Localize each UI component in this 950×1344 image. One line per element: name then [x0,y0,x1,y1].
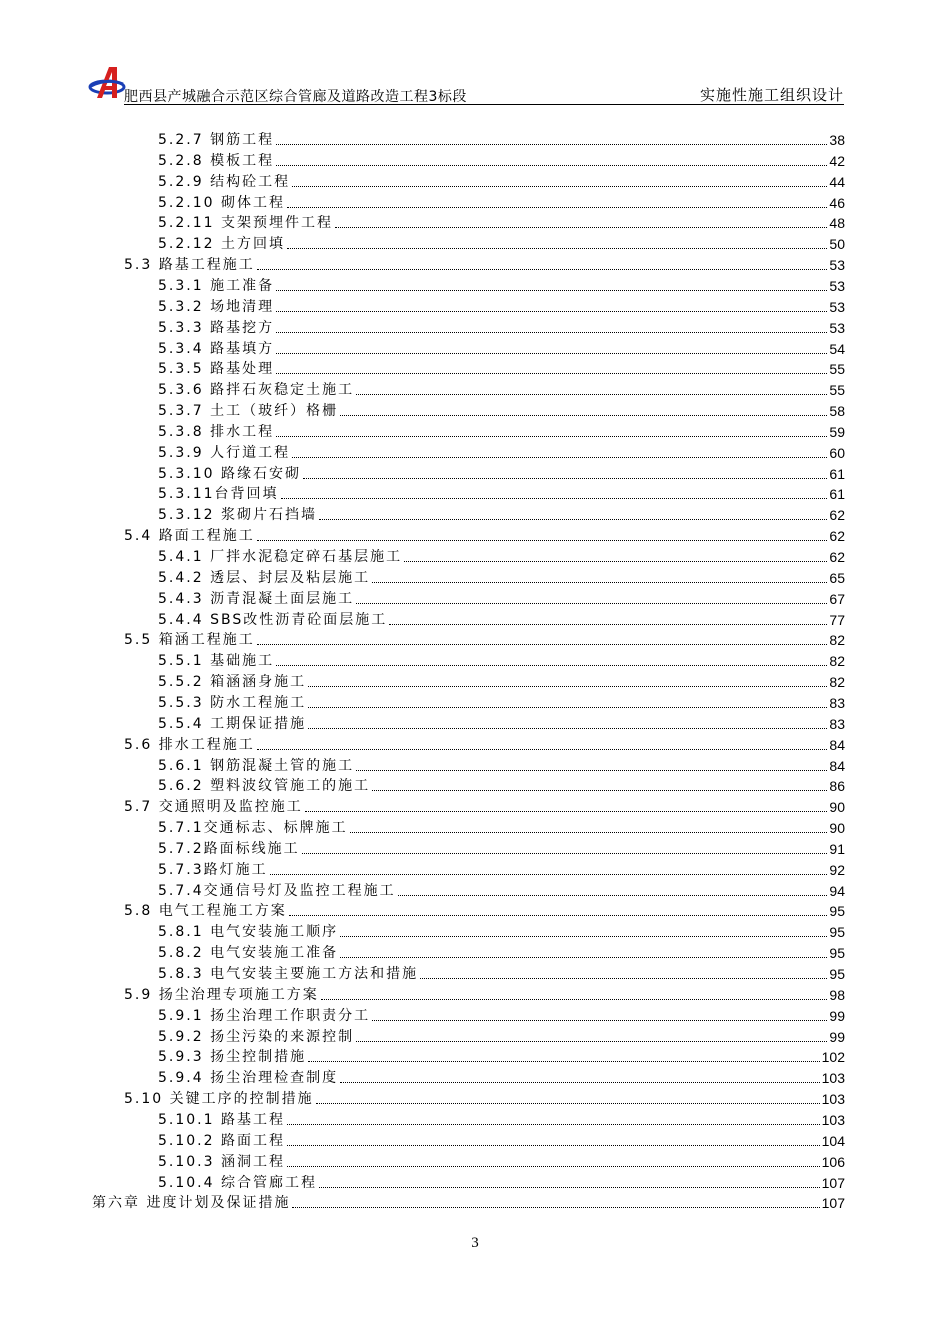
company-logo-icon [88,64,126,102]
toc-entry[interactable] [158,191,845,212]
toc-entry-page: 62 [829,528,845,545]
toc-leader-dots [302,853,828,854]
toc-entry-page: 62 [829,507,845,524]
toc-leader-dots [340,936,827,937]
toc-leader-dots [276,144,827,145]
toc-entry[interactable] [92,1191,845,1212]
toc-entry[interactable] [158,837,845,858]
toc-leader-dots [404,561,827,562]
toc-entry[interactable] [158,1171,845,1192]
toc-entry-title: 5.2.8 模板工程 [158,152,275,169]
toc-leader-dots [321,999,828,1000]
toc-leader-dots [372,1020,827,1021]
toc-entry[interactable] [158,441,845,462]
toc-leader-dots [287,1124,820,1125]
toc-entry-page: 67 [829,590,845,607]
toc-leader-dots [276,353,827,354]
toc-entry[interactable] [158,337,845,358]
toc-entry[interactable] [158,566,845,587]
toc-entry-page: 62 [829,549,845,565]
toc-entry-title: 5.4.2 透层、封层及粘层施工 [158,569,371,586]
toc-entry[interactable] [158,920,845,941]
toc-entry-page: 46 [829,194,845,211]
toc-leader-dots [276,311,827,312]
toc-entry-page: 98 [829,986,845,1003]
toc-leader-dots [356,770,827,771]
toc-leader-dots [270,874,828,875]
toc-entry-page: 103 [821,1091,845,1108]
toc-entry-page: 86 [829,778,845,795]
toc-entry-page: 83 [829,715,845,732]
toc-entry-page: 107 [821,1195,845,1212]
toc-leader-dots [257,644,828,645]
toc-entry-page: 53 [829,319,845,336]
toc-entry-title: 5.3 路基工程施工 [124,257,255,274]
toc-entry-page: 90 [829,799,845,816]
toc-entry-page: 44 [829,173,845,190]
toc-leader-dots [308,686,827,687]
toc-entry[interactable] [124,628,845,649]
toc-entry-title: 5.4.1 厂拌水泥稳定碎石基层施工 [158,549,403,565]
toc-leader-dots [372,790,827,791]
toc-entry[interactable] [158,274,845,295]
toc-entry[interactable] [158,816,845,837]
toc-entry[interactable] [158,462,845,483]
toc-entry[interactable] [158,587,845,608]
toc-leader-dots [305,811,828,812]
toc-entry[interactable] [158,316,845,337]
toc-leader-dots [292,457,827,458]
toc-leader-dots [281,498,828,499]
toc-entry-page: 38 [829,132,845,148]
toc-leader-dots [287,248,827,249]
toc-entry-page: 82 [829,674,845,691]
toc-leader-dots [356,1041,827,1042]
toc-leader-dots [276,290,827,291]
toc-entry-page: 99 [829,1028,845,1045]
toc-entry[interactable] [158,503,845,524]
toc-leader-dots [356,603,827,604]
toc-entry-title: 5.6.2 塑料波纹管施工的施工 [158,778,371,795]
toc-leader-dots [276,332,827,333]
toc-entry-title: 5.8 电气工程施工方案 [124,903,287,920]
toc-entry[interactable] [124,899,845,920]
toc-entry-title: 5.3.3 路基挖方 [158,319,275,336]
toc-entry-title: 5.3.7 土工（玻纤）格栅 [158,403,339,420]
toc-entry-page: 53 [829,257,845,274]
toc-entry[interactable] [124,795,845,816]
header-document-title: 实施性施工组织设计 [699,86,844,104]
toc-entry-title: 5.8.1 电气安装施工顺序 [158,924,339,941]
toc-entry[interactable] [158,378,845,399]
toc-entry-title: 5.2.10 砌体工程 [158,194,285,211]
toc-entry-title: 5.7.1交通标志、标牌施工 [158,820,348,837]
toc-entry[interactable] [158,608,845,629]
toc-entry-title: 第六章 进度计划及保证措施 [92,1195,291,1212]
toc-entry[interactable] [158,545,845,566]
toc-entry-page: 103 [821,1070,845,1087]
toc-entry[interactable] [158,774,845,795]
toc-entry-page: 61 [829,486,845,503]
toc-entry-title: 5.10.2 路面工程 [158,1132,285,1149]
toc-entry-page: 55 [829,361,845,378]
toc-entry[interactable] [124,253,845,274]
toc-entry[interactable] [124,1087,845,1108]
toc-entry-title: 5.9.3 扬尘控制措施 [158,1049,307,1066]
toc-entry-title: 5.8.3 电气安装主要施工方法和措施 [158,966,419,982]
toc-leader-dots [276,665,827,666]
toc-entry-title: 5.5.3 防水工程施工 [158,694,307,711]
toc-leader-dots [276,436,827,437]
toc-entry[interactable] [124,733,845,754]
toc-entry-title: 5.5.4 工期保证措施 [158,715,307,732]
toc-entry-page: 55 [829,382,845,399]
toc-leader-dots [276,165,827,166]
toc-leader-dots [276,373,827,374]
toc-entry-page: 65 [829,569,845,586]
toc-entry-page: 84 [829,736,845,753]
toc-leader-dots [257,269,828,270]
toc-entry[interactable] [158,420,845,441]
toc-entry-title: 5.4.4 SBS改性沥青砼面层施工 [158,611,388,628]
toc-entry-page: 103 [821,1111,845,1128]
toc-entry[interactable] [158,482,845,503]
toc-entry-page: 95 [829,903,845,920]
toc-entry-title: 5.5.2 箱涵涵身施工 [158,674,307,691]
toc-leader-dots [372,582,827,583]
toc-entry-page: 61 [829,465,845,482]
toc-entry-page: 95 [829,945,845,962]
toc-entry-title: 5.3.4 路基填方 [158,340,275,357]
toc-leader-dots [308,1061,820,1062]
toc-leader-dots [292,1207,819,1208]
toc-entry-title: 5.6 排水工程施工 [124,736,255,753]
toc-leader-dots [303,478,827,479]
toc-entry-title: 5.10.1 路基工程 [158,1111,285,1128]
toc-entry[interactable] [158,170,845,191]
toc-entry[interactable] [158,211,845,232]
toc-leader-dots [340,957,827,958]
toc-entry-title: 5.4 路面工程施工 [124,528,255,545]
toc-entry-page: 82 [829,653,845,670]
toc-entry[interactable] [158,1150,845,1171]
toc-leader-dots [257,540,828,541]
toc-leader-dots [292,186,827,187]
toc-entry-page: 90 [829,820,845,837]
toc-entry[interactable] [158,1004,845,1025]
toc-entry-title: 5.7.3路灯施工 [158,861,268,878]
toc-entry-title: 5.6.1 钢筋混凝土管的施工 [158,757,355,774]
toc-entry[interactable] [158,1129,845,1150]
toc-entry-title: 5.3.5 路基处理 [158,361,275,378]
toc-leader-dots [316,1103,820,1104]
toc-entry[interactable] [158,649,845,670]
toc-entry-page: 102 [821,1049,845,1066]
toc-entry-page: 84 [829,757,845,774]
toc-entry-page: 106 [821,1153,845,1170]
toc-entry-page: 53 [829,298,845,315]
toc-leader-dots [287,207,827,208]
toc-leader-dots [257,749,828,750]
toc-entry-title: 5.3.12 浆砌片石挡墙 [158,507,317,524]
toc-entry[interactable] [158,879,845,900]
toc-entry-page: 92 [829,861,845,878]
toc-leader-dots [335,227,827,228]
toc-entry-page: 104 [821,1132,845,1149]
toc-leader-dots [319,1187,820,1188]
toc-entry-title: 5.2.9 结构砼工程 [158,173,291,190]
toc-entry[interactable] [158,691,845,712]
toc-entry-page: 99 [829,1007,845,1024]
toc-entry-page: 91 [829,840,845,857]
toc-leader-dots [308,728,827,729]
toc-entry-page: 59 [829,423,845,440]
toc-entry[interactable] [158,754,845,775]
toc-entry-title: 5.9.1 扬尘治理工作职责分工 [158,1007,371,1024]
toc-leader-dots [356,394,827,395]
toc-entry-title: 5.3.1 施工准备 [158,277,275,294]
toc-leader-dots [340,415,827,416]
toc-leader-dots [340,1082,820,1083]
toc-entry-page: 60 [829,444,845,461]
toc-entry-page: 83 [829,694,845,711]
toc-entry[interactable] [158,670,845,691]
toc-entry-page: 95 [829,966,845,982]
toc-entry-title: 5.10.4 综合管廊工程 [158,1174,317,1191]
toc-entry-page: 107 [821,1174,845,1191]
toc-entry[interactable] [158,1066,845,1087]
toc-entry-page: 95 [829,924,845,941]
toc-entry-title: 5.3.11台背回填 [158,486,279,503]
toc-entry-page: 58 [829,403,845,420]
toc-entry-page: 54 [829,340,845,357]
toc-entry-title: 5.3.10 路缘石安砌 [158,465,301,482]
toc-leader-dots [287,1166,820,1167]
toc-entry-title: 5.7 交通照明及监控施工 [124,799,303,816]
toc-entry-title: 5.2.12 土方回填 [158,236,285,253]
toc-entry[interactable] [158,712,845,733]
toc-entry-title: 5.5.1 基础施工 [158,653,275,670]
toc-entry-title: 5.10 关键工序的控制措施 [124,1091,314,1108]
toc-entry-title: 5.9.4 扬尘治理检查制度 [158,1070,339,1087]
toc-entry[interactable] [158,149,845,170]
toc-entry-title: 5.9 扬尘治理专项施工方案 [124,986,319,1003]
toc-entry-title: 5.4.3 沥青混凝土面层施工 [158,590,355,607]
toc-entry-title: 5.9.2 扬尘污染的来源控制 [158,1028,355,1045]
toc-leader-dots [420,978,827,979]
toc-entry[interactable] [158,295,845,316]
toc-entry[interactable] [158,1025,845,1046]
toc-leader-dots [308,707,827,708]
toc-leader-dots [398,895,828,896]
toc-entry-page: 94 [829,882,845,899]
toc-entry[interactable] [158,858,845,879]
toc-entry[interactable] [158,399,845,420]
toc-entry[interactable] [158,941,845,962]
toc-leader-dots [287,1145,820,1146]
toc-leader-dots [389,624,827,625]
toc-entry[interactable] [124,983,845,1004]
toc-entry-title: 5.5 箱涵工程施工 [124,632,255,649]
toc-entry-page: 82 [829,632,845,649]
toc-leader-dots [319,519,827,520]
toc-entry-title: 5.7.4交通信号灯及监控工程施工 [158,882,396,899]
toc-leader-dots [350,832,828,833]
toc-leader-dots [289,915,828,916]
toc-entry-title: 5.3.9 人行道工程 [158,444,291,461]
toc-entry-page: 53 [829,277,845,294]
toc-entry-page: 50 [829,236,845,253]
page-header [88,64,844,104]
toc-entry-title: 5.8.2 电气安装施工准备 [158,945,339,962]
toc-entry-page: 48 [829,215,845,232]
toc-entry-page: 42 [829,152,845,169]
toc-entry-title: 5.3.8 排水工程 [158,423,275,440]
toc-entry-title: 5.3.6 路拌石灰稳定土施工 [158,382,355,399]
toc-entry-page: 77 [829,611,845,628]
page-number: 3 [471,1235,479,1251]
toc-entry-title: 5.2.7 钢筋工程 [158,132,275,148]
toc-entry[interactable] [158,128,845,149]
toc-entry[interactable] [158,1108,845,1129]
toc-entry-title: 5.2.11 支架预埋件工程 [158,215,333,232]
toc-entry[interactable] [158,962,845,983]
header-project-title: 肥西县产城融合示范区综合管廊及道路改造工程3标段 [124,89,467,105]
toc-entry[interactable] [124,524,845,545]
toc-entry[interactable] [158,232,845,253]
header-rule [124,104,844,105]
toc-entry[interactable] [158,357,845,378]
toc-entry-title: 5.7.2路面标线施工 [158,840,300,857]
toc-entry-title: 5.3.2 场地清理 [158,298,275,315]
toc-entry-title: 5.10.3 涵洞工程 [158,1153,285,1170]
toc-entry[interactable] [158,1045,845,1066]
